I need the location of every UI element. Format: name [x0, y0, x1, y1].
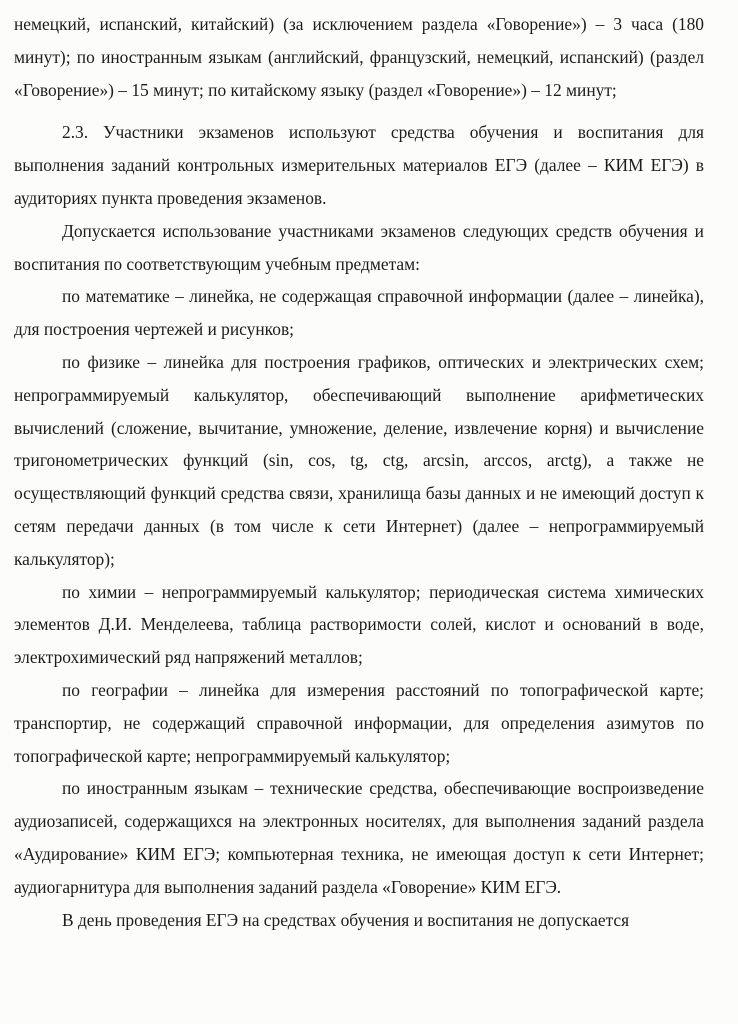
paragraph-mathematics: по математике – линейка, не содержащая справочной информации (далее – линейка), для построения чертежей и рисунков;	[14, 286, 704, 340]
paragraph-2-3: 2.3. Участники экзаменов используют средства обучения и воспитания для выполнения заданий контрольных измерительных материалов ЕГЭ (далее – КИМ ЕГЭ) в аудиториях пункта проведения экзаменов.	[14, 122, 704, 208]
paragraph-geography: по географии – линейка для измерения расстояний по топографической карте; транспортир, не содержащий справочной информации, для определения азимутов по топографической карте; непрограммируемый калькулятор;	[14, 679, 704, 766]
document-body	[14, 8, 704, 936]
paragraph-physics: по физике – линейка для построения графиков, оптических и электрических схем; непрограммируемый калькулятор, обеспечивающий выполнение арифметических вычислений (сложение, вычитание, умножение, деление, извлечение корня) и вычисление тригонометрических функций (sin, cos, tg, ctg, arcsin, arccos, arctg), а также не осуществляющий функций средства связи, хранилища базы данных и не имеющий доступ к сетям передачи данных (в том числе к сети Интернет) (далее – непрограммируемый калькулятор);	[14, 351, 704, 569]
paragraph-allowed-tools-intro: Допускается использование участниками экзаменов следующих средств обучения и воспитания по соответствующим учебным предметам:	[14, 220, 704, 274]
paragraph-exam-duration: немецкий, испанский, китайский) (за исключением раздела «Говорение») – 3 часа (180 минут); по иностранным языкам (английский, французский, немецкий, испанский) (раздел «Говорение») – 15 минут; по китайскому языку (раздел «Говорение») – 12 минут;	[14, 14, 704, 100]
paragraph-chemistry: по химии – непрограммируемый калькулятор; периодическая система химических элементов Д.И. Менделеева, таблица растворимости солей, кислот и оснований в воде, электрохимический ряд напряжений металлов;	[14, 581, 704, 668]
paragraph-foreign-languages: по иностранным языкам – технические средства, обеспечивающие воспроизведение аудиозаписей, содержащихся на электронных носителях, для выполнения заданий раздела «Аудирование» КИМ ЕГЭ; компьютерная техника, не имеющая доступ к сети Интернет; аудиогарнитура для выполнения заданий раздела «Говорение» КИМ ЕГЭ.	[14, 778, 704, 897]
paragraph-exam-day: В день проведения ЕГЭ на средствах обучения и воспитания не допускается	[62, 909, 630, 930]
